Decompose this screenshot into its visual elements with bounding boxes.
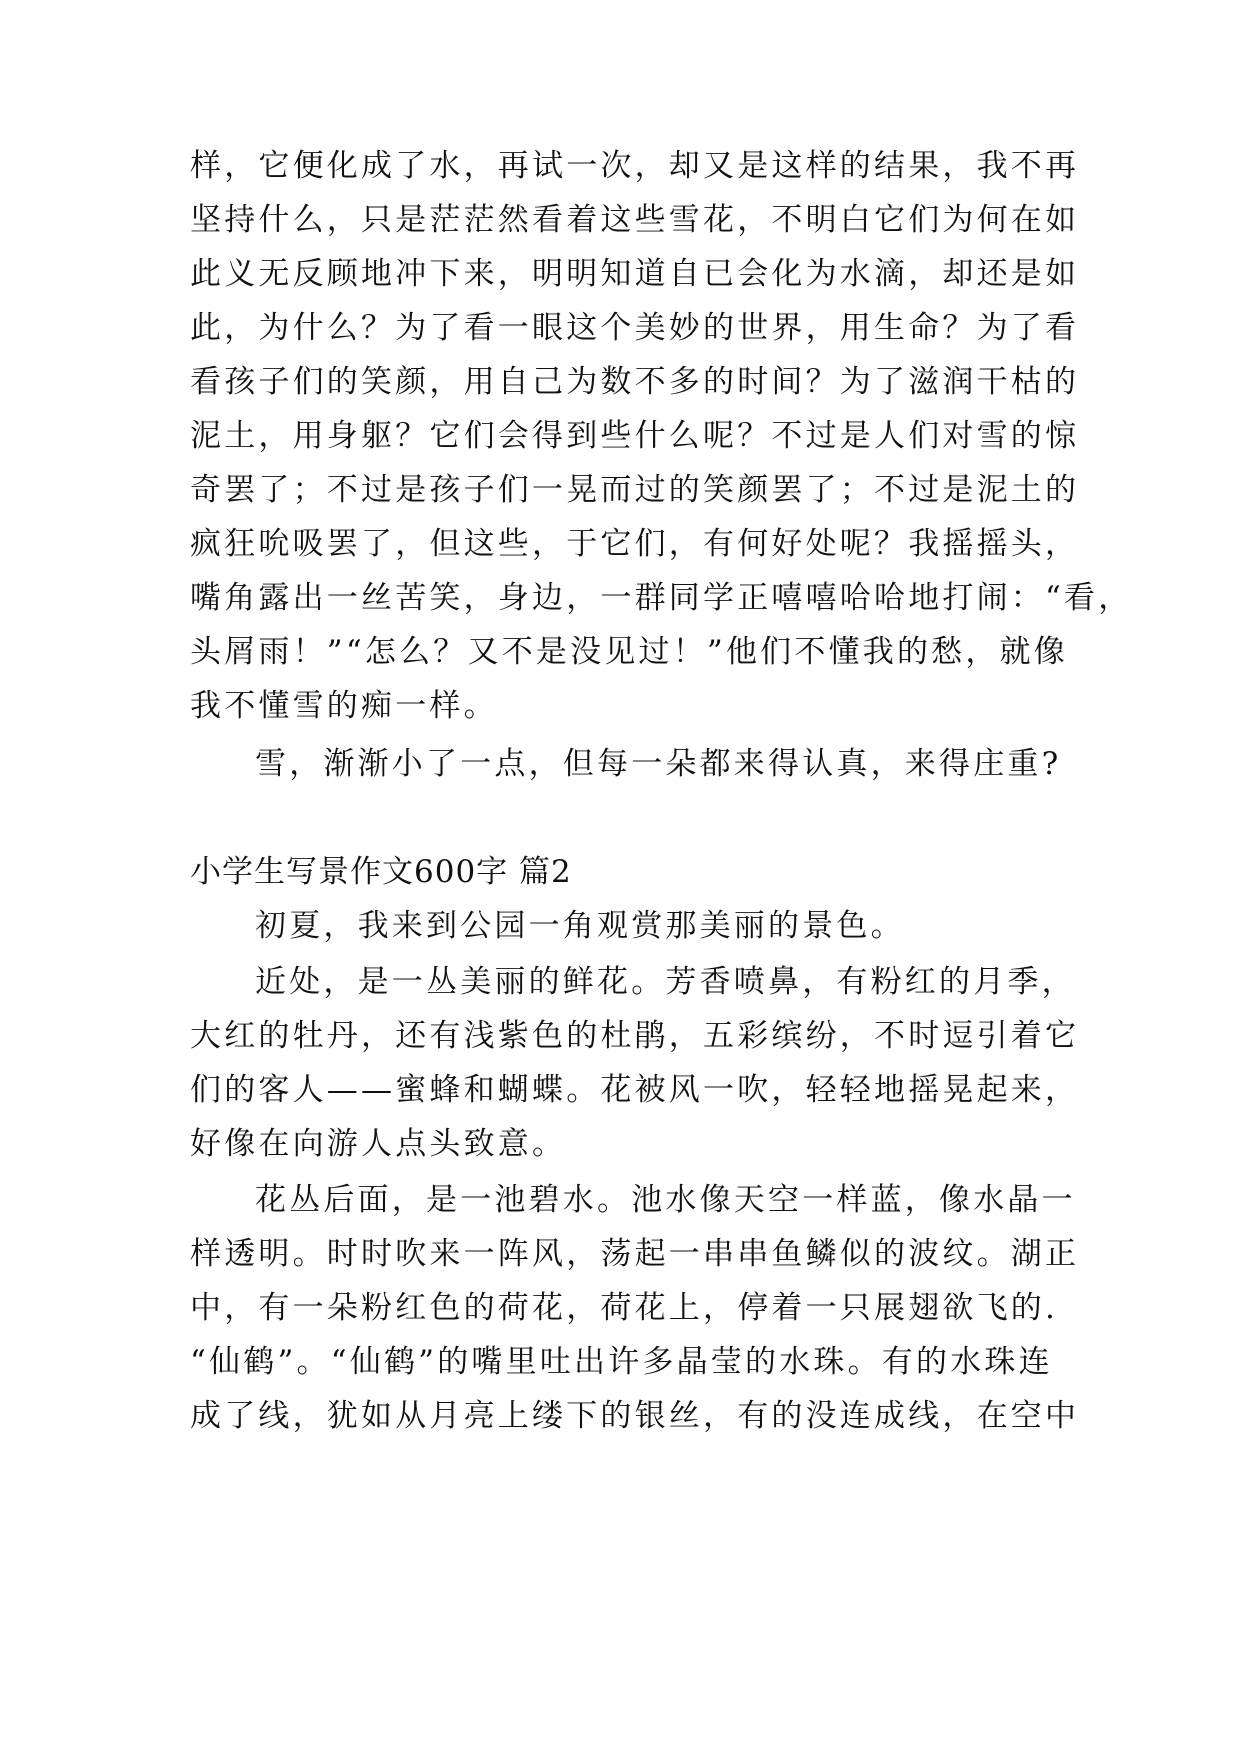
paragraph-line: 疯狂吮吸罢了，但这些，于它们，有何好处呢？我摇摇头， — [190, 526, 1080, 562]
paragraph-line: 嘴角露出一丝苦笑，身边，一群同学正嘻嘻哈哈地打闹：“看， — [190, 580, 1133, 616]
paragraph-line: “仙鹤”。“仙鹤”的嘴里吐出许多晶莹的水珠。有的水珠连 — [190, 1344, 1053, 1380]
paragraph-line: 样，它便化成了水，再试一次，却又是这样的结果，我不再 — [190, 148, 1080, 184]
paragraph-intro: 初夏，我来到公园一角观赏那美丽的景色。 — [255, 908, 905, 944]
paragraph-line: 此义无反顾地冲下来，明明知道自已会化为水滴，却还是如 — [190, 256, 1080, 292]
paragraph-line: 大红的牡丹，还有浅紫色的杜鹃，五彩缤纷，不时逗引着它 — [190, 1018, 1080, 1054]
paragraph-line: 花丛后面，是一池碧水。池水像天空一样蓝，像水晶一 — [255, 1182, 1076, 1218]
section-heading: 小学生写景作文600字 篇2 — [190, 854, 572, 890]
paragraph-line: 看孩子们的笑颜，用自己为数不多的时间？为了滋润干枯的 — [190, 364, 1080, 400]
paragraph-line: 中，有一朵粉红色的荷花，荷花上，停着一只展翅欲飞的. — [190, 1290, 1059, 1326]
paragraph-snow: 雪，渐渐小了一点，但每一朵都来得认真，来得庄重? — [255, 746, 1062, 782]
paragraph-line: 好像在向游人点头致意。 — [190, 1126, 567, 1162]
paragraph-line: 头屑雨！”“怎么？又不是没见过！”他们不懂我的愁，就像 — [190, 634, 1068, 670]
paragraph-line: 我不懂雪的痴一样。 — [190, 688, 498, 724]
paragraph-line: 泥土，用身躯？它们会得到些什么呢？不过是人们对雪的惊 — [190, 418, 1080, 454]
paragraph-line: 们的客人——蜜蜂和蝴蝶。花被风一吹，轻轻地摇晃起来， — [190, 1072, 1080, 1108]
paragraph-line: 近处，是一丛美丽的鲜花。芳香喷鼻，有粉红的月季， — [255, 964, 1076, 1000]
paragraph-line: 坚持什么，只是茫茫然看着这些雪花，不明白它们为何在如 — [190, 202, 1080, 238]
paragraph-line: 样透明。时时吹来一阵风，荡起一串串鱼鳞似的波纹。湖正 — [190, 1236, 1080, 1272]
paragraph-line: 成了线，犹如从月亮上缕下的银丝，有的没连成线，在空中 — [190, 1398, 1080, 1434]
paragraph-line: 奇罢了；不过是孩子们一晃而过的笑颜罢了；不过是泥土的 — [190, 472, 1080, 508]
paragraph-line: 此，为什么？为了看一眼这个美妙的世界，用生命？为了看 — [190, 310, 1080, 346]
